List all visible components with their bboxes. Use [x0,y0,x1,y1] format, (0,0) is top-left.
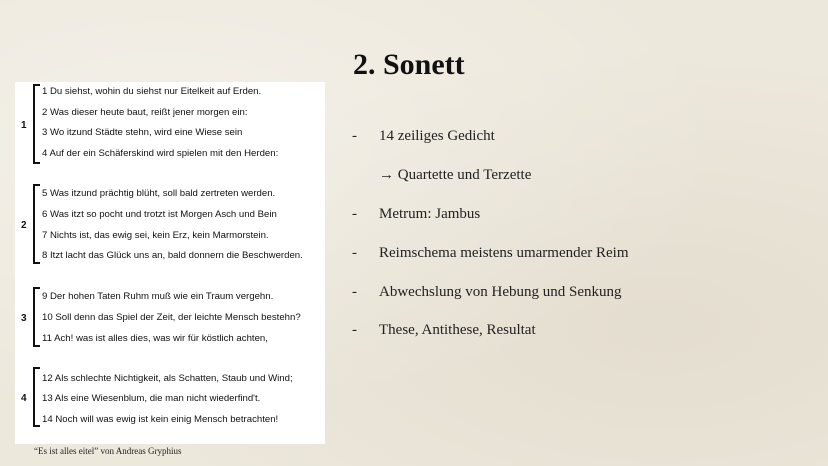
bullet-dash: - [352,206,357,222]
stanza-number: 1 [21,120,27,131]
verse-line: 12 Als schlechte Nichtigkeit, als Schatten, Staub und Wind; [42,373,293,384]
stanza-number: 2 [21,220,27,231]
verse-line: 4 Auf der ein Schäferskind wird spielen mit den Herden: [42,148,279,159]
verse-line: 6 Was itzt so pocht und trotzt ist Morgen Asch und Bein [42,209,277,220]
poem-caption: “Es ist alles eitel” von Andreas Gryphius [34,446,182,456]
bullet-text: These, Antithese, Resultat [379,322,536,338]
stanza-number: 4 [21,393,27,404]
bullet-text: 14 zeiliges Gedicht [379,128,495,144]
stanza-bracket [33,84,40,164]
stanza-bracket [33,184,40,264]
verse-line: 3 Wo itzund Städte stehn, wird eine Wiese sein [42,127,243,138]
poem-panel [15,82,325,444]
verse-line: 5 Was itzund prächtig blüht, soll bald zertreten werden. [42,188,276,199]
verse-line: 13 Als eine Wiesenblum, die man nicht wiederfind't. [42,393,261,404]
verse-line: 14 Noch will was ewig ist kein einig Mensch betrachten! [42,414,279,425]
stanza-bracket [33,287,40,347]
bullet-text: Metrum: Jambus [379,206,481,222]
verse-line: 10 Soll denn das Spiel der Zeit, der leichte Mensch bestehn? [42,312,301,323]
stanza-number: 3 [21,313,27,324]
verse-line: 1 Du siehst, wohin du siehst nur Eitelkeit auf Erden. [42,86,262,97]
bullet-dash: - [352,284,357,300]
stanza-bracket [33,367,40,427]
verse-line: 7 Nichts ist, das ewig sei, kein Erz, kein Marmorstein. [42,230,269,241]
slide-title: 2. Sonett [353,48,465,81]
verse-line: 2 Was dieser heute baut, reißt jener morgen ein: [42,107,248,118]
bullet-text: Abwechslung von Hebung und Senkung [379,284,622,300]
bullet-text: Reimschema meistens umarmender Reim [379,245,629,261]
bullet-dash: - [352,128,357,144]
bullet-dash: - [352,245,357,261]
sub-bullet: → Quartette und Terzette [379,167,532,183]
verse-line: 11 Ach! was ist alles dies, was wir für köstlich achten, [42,333,268,344]
bullet-dash: - [352,322,357,338]
verse-line: 8 Itzt lacht das Glück uns an, bald donnern die Beschwerden. [42,250,303,261]
verse-line: 9 Der hohen Taten Ruhm muß wie ein Traum vergehn. [42,291,274,302]
